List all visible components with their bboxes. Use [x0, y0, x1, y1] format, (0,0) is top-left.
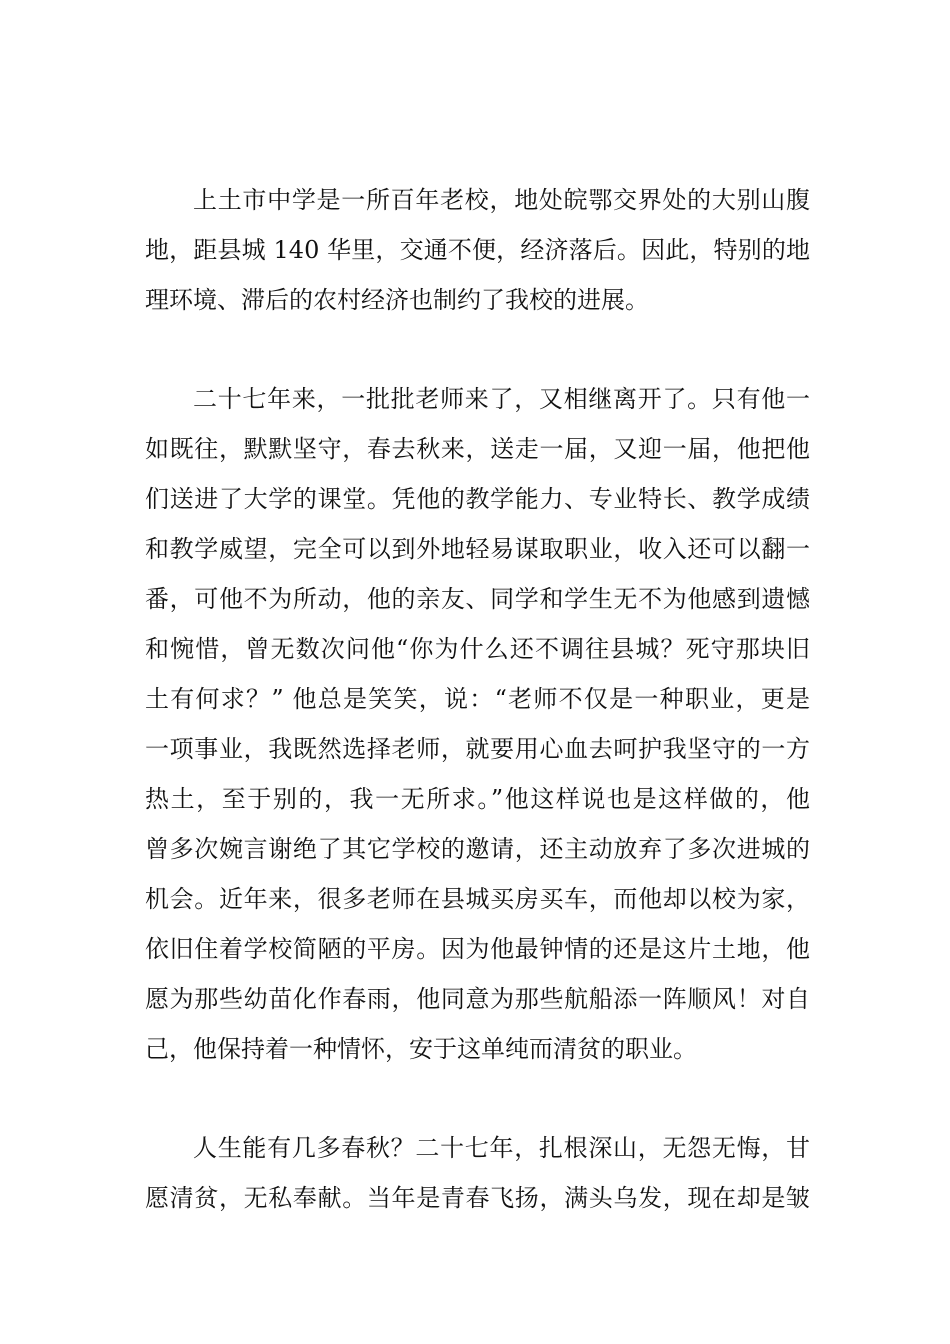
paragraph-line: 理环境、滞后的农村经济也制约了我校的进展。: [145, 286, 649, 314]
paragraph-line: 依旧住着学校简陋的平房。因为他最钟情的还是这片土地，他: [145, 935, 810, 963]
paragraph-line: 一项事业，我既然选择老师，就要用心血去呵护我坚守的一方: [145, 735, 810, 763]
paragraph-line: 愿清贫，无私奉献。当年是青春飞扬，满头乌发，现在却是皱: [145, 1184, 810, 1212]
paragraph-line: 如既往，默默坚守，春去秋来，送走一届，又迎一届，他把他: [145, 435, 810, 463]
paragraph-line: 己，他保持着一种情怀，安于这单纯而清贫的职业。: [145, 1035, 697, 1063]
paragraph-line: 热土，至于别的，我一无所求。”他这样说也是这样做的，他: [145, 785, 810, 813]
paragraph-line: 曾多次婉言谢绝了其它学校的邀请，还主动放弃了多次进城的: [145, 835, 810, 863]
paragraph-line: 机会。近年来，很多老师在县城买房买车，而他却以校为家，: [145, 885, 810, 913]
paragraph-line: 和惋惜，曾无数次问他“你为什么还不调往县城？死守那块旧: [145, 635, 810, 663]
paragraph-line: 们送进了大学的课堂。凭他的教学能力、专业特长、教学成绩: [145, 485, 810, 513]
paragraph-line: 土有何求？” 他总是笑笑，说：“老师不仅是一种职业，更是: [145, 685, 810, 713]
paragraph-line: 人生能有几多春秋？二十七年，扎根深山，无怨无悔，甘: [193, 1134, 810, 1162]
paragraph-line: 上土市中学是一所百年老校，地处皖鄂交界处的大别山腹: [193, 186, 810, 214]
paragraph-line: 愿为那些幼苗化作春雨，他同意为那些航船添一阵顺风！对自: [145, 985, 810, 1013]
paragraph-line: 和教学威望，完全可以到外地轻易谋取职业，收入还可以翻一: [145, 535, 810, 563]
paragraph-line: 地，距县城 140 华里，交通不便，经济落后。因此，特别的地: [145, 236, 810, 264]
paragraph-line: 二十七年来，一批批老师来了，又相继离开了。只有他一: [193, 385, 810, 413]
paragraph-line: 番，可他不为所动，他的亲友、同学和学生无不为他感到遗憾: [145, 585, 810, 613]
